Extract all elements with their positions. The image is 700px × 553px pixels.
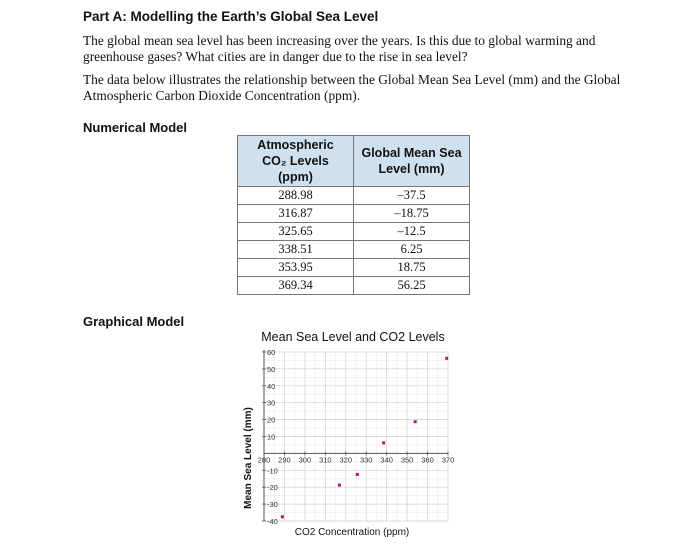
y-tick-label: 50 <box>267 364 276 374</box>
sea-level-cell: 6.25 <box>354 241 470 259</box>
x-tick-label: 290 <box>278 455 291 465</box>
data-point <box>414 420 417 423</box>
x-axis-label: CO2 Concentration (ppm) <box>294 527 410 538</box>
table-row <box>238 223 470 241</box>
y-tick-label: 20 <box>267 415 276 425</box>
co2-cell: 325.65 <box>238 223 354 241</box>
scatter-chart <box>230 325 470 547</box>
y-tick-label: 40 <box>267 381 276 391</box>
y-tick-label: 30 <box>267 398 276 408</box>
table-row <box>238 259 470 277</box>
table-row <box>238 277 470 295</box>
sea-level-cell: 56.25 <box>354 277 470 295</box>
table-row <box>238 205 470 223</box>
x-tick-label: 350 <box>400 455 414 465</box>
co2-header: Atmospheric CO₂ Levels (ppm) <box>238 136 354 187</box>
table-header-row <box>238 136 470 187</box>
data-point <box>356 473 359 476</box>
y-tick-label: -40 <box>267 517 278 526</box>
x-tick-label: 370 <box>441 455 455 465</box>
x-tick-label: 310 <box>319 455 332 465</box>
data-point <box>338 484 341 487</box>
data-description-paragraph: The data below illustrates the relationship between the Global Mean Sea Level (mm) and the Global Atmospheric Carbon Dioxide Concentration (ppm). <box>83 72 621 103</box>
graphical-model-label: Graphical Model <box>83 314 185 329</box>
data-point <box>445 357 448 360</box>
data-point <box>382 441 385 444</box>
co2-cell: 288.98 <box>238 187 354 205</box>
x-tick-label: 320 <box>339 455 353 465</box>
table-row <box>238 241 470 259</box>
data-point <box>281 515 284 518</box>
numerical-model-label: Numerical Model <box>83 120 188 135</box>
y-tick-label: -20 <box>267 483 278 493</box>
sea-level-cell: 18.75 <box>354 259 470 277</box>
x-tick-label: 300 <box>298 455 312 465</box>
section-heading: Part A: Modelling the Earth’s Global Sea Level <box>83 9 379 24</box>
sea-level-header: Global Mean Sea Level (mm) <box>354 136 470 187</box>
y-tick-label: -10 <box>267 466 278 476</box>
data-table <box>237 135 470 295</box>
table-row <box>238 187 470 205</box>
y-tick-label: -30 <box>267 500 278 510</box>
sea-level-cell: –37.5 <box>354 187 470 205</box>
sea-level-cell: –18.75 <box>354 205 470 223</box>
co2-cell: 353.95 <box>238 259 354 277</box>
y-tick-label: 60 <box>267 348 276 357</box>
y-axis-label: Mean Sea Level (mm) <box>243 407 254 509</box>
chart-title: Mean Sea Level and CO2 Levels <box>261 330 445 344</box>
x-tick-label: 280 <box>257 455 271 465</box>
chart-grid <box>264 352 448 521</box>
intro-paragraph: The global mean sea level has been increasing over the years. Is this due to global warming and greenhouse gases? What cities are in danger due to the rise in sea level? <box>83 33 596 64</box>
co2-cell: 316.87 <box>238 205 354 223</box>
chart-points <box>281 357 448 518</box>
co2-cell: 369.34 <box>238 277 354 295</box>
sea-level-cell: –12.5 <box>354 223 470 241</box>
co2-cell: 338.51 <box>238 241 354 259</box>
x-tick-label: 360 <box>421 455 434 465</box>
x-tick-label: 330 <box>359 455 373 465</box>
y-tick-label: 10 <box>267 432 276 442</box>
x-tick-label: 340 <box>380 455 393 465</box>
